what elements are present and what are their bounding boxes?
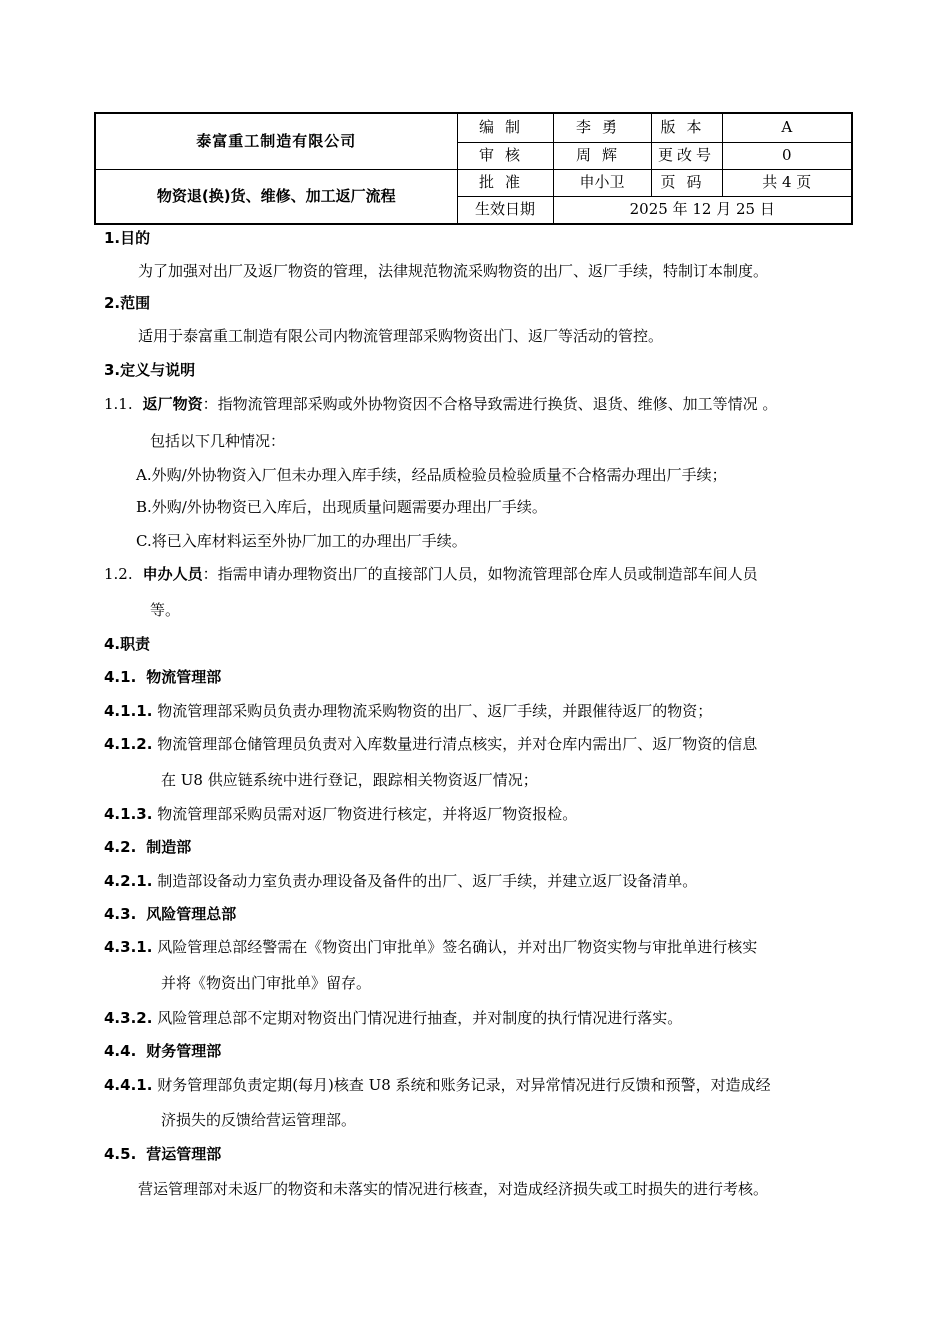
subsection-title: 财务管理部 — [146, 1042, 222, 1060]
definition-text: ：指物流管理部采购或外协物资因不合格导致需进行换货、退货、维修、加工等情况 。 — [202, 395, 778, 413]
subsection-number: 4.5. — [104, 1145, 137, 1163]
item-number: 4.3.1. — [104, 938, 153, 956]
item-continuation: 并将《物资出门审批单》留存。 — [161, 974, 372, 992]
subsection-number: 4.4. — [104, 1042, 137, 1060]
definition-continuation: 等。 — [150, 601, 181, 619]
list-item-c: C.将已入库材料运至外协厂加工的办理出厂手续。 — [136, 532, 467, 550]
definition-number: 1.2. — [104, 565, 133, 583]
label-effective-date: 生效日期 — [457, 196, 553, 224]
subsection-risk-management — [104, 904, 236, 924]
section-heading-definitions: 3.定义与说明 — [104, 361, 196, 379]
list-item-a: A.外购/外协物资入厂但未办理入库手续，经品质检验员检验质量不合格需办理出厂手续； — [136, 466, 727, 484]
value-effective-date: 2025 年 12 月 25 日 — [553, 196, 852, 224]
list-item-b: B.外购/外协物资已入库后，出现质量问题需要办理出厂手续。 — [136, 498, 547, 516]
item-text: 物流管理部采购员负责办理物流采购物资的出厂、返厂手续，并跟催待返厂的物资； — [157, 702, 713, 720]
value-page: 共 4 页 — [722, 169, 852, 196]
item-number: 4.1.2. — [104, 735, 153, 753]
item-text: 风险管理总部经警需在《物资出门审批单》签名确认，并对出厂物资实物与审批单进行核实 — [157, 938, 758, 956]
section-heading-responsibilities: 4.职责 — [104, 635, 151, 653]
value-reviewer: 周辉 — [553, 142, 651, 169]
value-change-no: 0 — [722, 142, 852, 169]
item-text: 风险管理总部不定期对物资出门情况进行抽查，并对制度的执行情况进行落实。 — [157, 1009, 683, 1027]
process-title: 物资退(换)货、维修、加工返厂流程 — [95, 169, 457, 224]
item-4-4-1 — [104, 1075, 771, 1095]
section-heading-scope: 2.范围 — [104, 294, 151, 312]
label-approver: 批准 — [457, 169, 553, 196]
definition-continuation: 包括以下几种情况： — [150, 432, 286, 450]
subsection-manufacturing — [104, 837, 191, 857]
item-text: 物流管理部采购员需对返厂物资进行核定，并将返厂物资报检。 — [157, 805, 578, 823]
item-continuation: 在 U8 供应链系统中进行登记，跟踪相关物资返厂情况； — [161, 771, 538, 789]
definition-text: ：指需申请办理物资出厂的直接部门人员，如物流管理部仓库人员或制造部车间人员 — [202, 565, 758, 583]
item-text: 物流管理部仓储管理员负责对入库数量进行清点核实，并对仓库内需出厂、返厂物资的信息 — [157, 735, 758, 753]
label-reviewer: 审核 — [457, 142, 553, 169]
item-text: 财务管理部负责定期(每月)核查 U8 系统和账务记录，对异常情况进行反馈和预警，对造成经 — [157, 1076, 771, 1094]
item-4-1-2 — [104, 734, 757, 754]
item-continuation: 济损失的反馈给营运管理部。 — [161, 1111, 357, 1129]
section-heading-purpose: 1.目的 — [104, 229, 151, 247]
value-editor: 李勇 — [553, 113, 651, 142]
subsection-number: 4.1. — [104, 668, 137, 686]
item-text: 制造部设备动力室负责办理设备及备件的出厂、返厂手续，并建立返厂设备清单。 — [157, 872, 698, 890]
label-editor: 编制 — [457, 113, 553, 142]
value-approver: 申小卫 — [553, 169, 651, 196]
item-4-2-1 — [104, 871, 697, 891]
subsection-title: 营运管理部 — [146, 1145, 222, 1163]
subsection-logistics — [104, 667, 221, 687]
definition-term: 申办人员 — [142, 565, 203, 583]
item-number: 4.3.2. — [104, 1009, 153, 1027]
item-number: 4.1.3. — [104, 805, 153, 823]
item-number: 4.2.1. — [104, 872, 153, 890]
definition-number: 1.1. — [104, 395, 133, 413]
company-name: 泰富重工制造有限公司 — [95, 113, 457, 169]
subsection-title: 风险管理总部 — [146, 905, 237, 923]
label-version: 版本 — [651, 113, 722, 142]
subsection-number: 4.3. — [104, 905, 137, 923]
document-header-table — [94, 112, 853, 225]
item-4-3-2 — [104, 1008, 682, 1028]
subsection-title: 制造部 — [146, 838, 192, 856]
item-4-1-1 — [104, 701, 712, 721]
label-change-no: 更改号 — [651, 142, 722, 169]
subsection-number: 4.2. — [104, 838, 137, 856]
definition-applicant — [104, 564, 758, 584]
item-number: 4.4.1. — [104, 1076, 153, 1094]
item-number: 4.1.1. — [104, 702, 153, 720]
value-version: A — [722, 113, 852, 142]
purpose-text: 为了加强对出厂及返厂物资的管理，法律规范物流采购物资的出厂、返厂手续，特制订本制度。 — [138, 262, 769, 280]
definition-returned-goods — [104, 394, 777, 414]
subsection-title: 物流管理部 — [146, 668, 222, 686]
scope-text: 适用于泰富重工制造有限公司内物流管理部采购物资出门、返厂等活动的管控。 — [138, 327, 664, 345]
operations-text: 营运管理部对未返厂的物资和未落实的情况进行核查，对造成经济损失或工时损失的进行考核。 — [138, 1180, 769, 1198]
item-4-1-3 — [104, 804, 577, 824]
subsection-finance — [104, 1041, 221, 1061]
label-page: 页码 — [651, 169, 722, 196]
item-4-3-1 — [104, 937, 757, 957]
definition-term: 返厂物资 — [142, 395, 203, 413]
subsection-operations — [104, 1144, 221, 1164]
